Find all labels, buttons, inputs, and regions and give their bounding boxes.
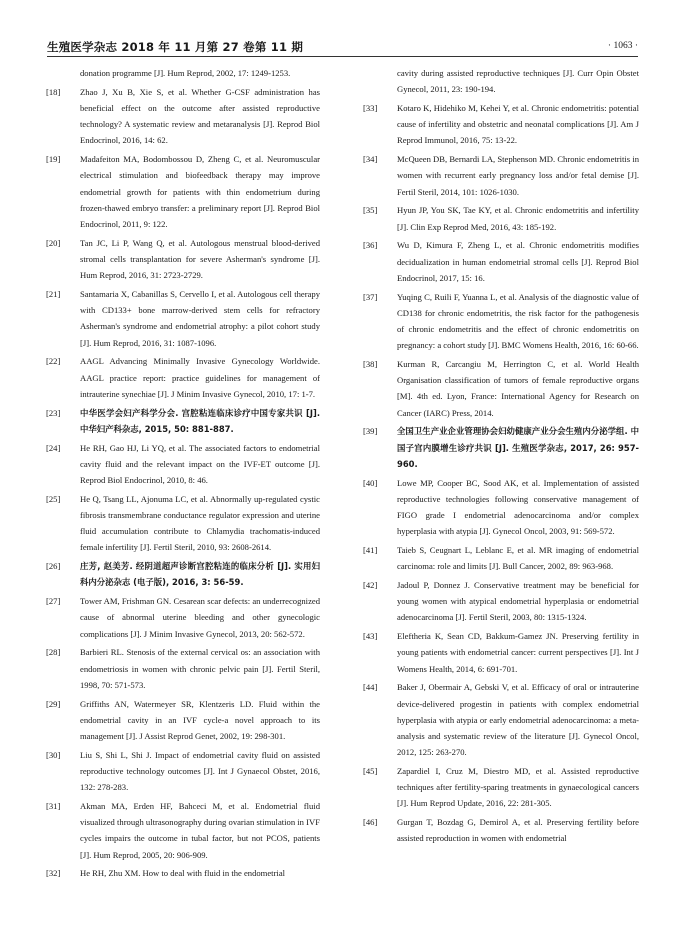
reference-number: [32]: [46, 868, 61, 879]
reference-item: [40, 593, 320, 642]
reference-text: Tower AM, Frishman GN. Cesarean scar defects: an underrecognized cause of abnormal uterine bleeding and other gynecologic complications [J]. J Minim Invasive Gynecol, 2013, 20: 562-572.: [80, 596, 320, 639]
reference-item: [357, 542, 639, 574]
references-right-column: [357, 65, 639, 849]
reference-item: [40, 84, 320, 149]
reference-text: Barbieri RL. Stenosis of the external cervical os: an association with endometriosis in women with chronic pelvic pain [J]. Fertil Steril, 1998, 70: 571-573.: [80, 647, 320, 690]
reference-number: [21]: [46, 289, 61, 300]
reference-item: [357, 577, 639, 626]
reference-item: [357, 289, 639, 354]
reference-item: [40, 865, 320, 881]
reference-item: [40, 353, 320, 402]
reference-text: Wu D, Kimura F, Zheng L, et al. Chronic endometritis modifies decidualization in human endometrial stromal cells [J]. Reprod Biol Endocrinol, 2017, 15: 16.: [397, 240, 639, 283]
reference-item: [40, 798, 320, 863]
reference-text: 全国卫生产业企业管理协会妇幼健康产业分会生殖内分泌学组. 中国子宫内膜增生诊疗共识 [J]. 生殖医学杂志, 2017, 26: 957-960.: [397, 426, 639, 469]
reference-item: [40, 696, 320, 745]
reference-text: Griffiths AN, Watermeyer SR, Klentzeris LD. Fluid within the endometrial cavity in an IVF cycle-a novel approach to its management [J]. J Assist Reprod Genet, 2002, 19: 298-301.: [80, 698, 320, 742]
reference-number: [41]: [363, 545, 378, 556]
reference-number: [37]: [363, 291, 378, 302]
reference-text: He RH, Zhu XM. How to deal with fluid in the endometrial: [80, 868, 286, 879]
reference-number: [33]: [363, 103, 378, 113]
reference-item: [357, 679, 639, 760]
reference-number: [19]: [46, 154, 61, 165]
reference-text: Santamaria X, Cabanillas S, Cervello I, et al. Autologous cell therapy with CD133+ bone marrow-derived stem cells for refractory Asherman's syndrome and endometrial atrophy: a pilot cohort study [J]. Hum Reprod, 2016, 31: 1087-1096.: [80, 289, 320, 348]
reference-item: [357, 763, 639, 812]
reference-text: 中华医学会妇产科学分会. 宫腔粘连临床诊疗中国专家共识 [J]. 中华妇产科杂志, 2015, 50: 881-887.: [80, 407, 320, 434]
reference-text: Kotaro K, Hidehiko M, Kehei Y, et al. Chronic endometritis: potential cause of infertility and obstetric and neonatal complications [J]. Am J Reprod Immunol, 2016, 75: 13-22.: [397, 103, 639, 146]
reference-text: 庄芳, 赵美芳. 经阴道超声诊断宫腔粘连的临床分析 [J]. 实用妇科内分泌杂志 (电子版), 2016, 3: 56-59.: [80, 561, 320, 588]
reference-number: [28]: [46, 647, 61, 658]
reference-item: [40, 405, 320, 437]
reference-item: [40, 151, 320, 232]
reference-number: [30]: [46, 749, 61, 760]
reference-number: [45]: [363, 766, 378, 777]
reference-number: [27]: [46, 596, 61, 607]
reference-number: [20]: [46, 237, 61, 248]
reference-text: He Q, Tsang LL, Ajonuma LC, et al. Abnormally up-regulated cystic fibrosis transmembrane conductance regulator expression and uterine fluid accumulation contribute to Chlamydia trachomatis-induced female infertility [J]. Fertil Steril, 2010, 93: 2608-2614.: [80, 493, 320, 553]
reference-text: AAGL Advancing Minimally Invasive Gynecology Worldwide. AAGL practice report: practice guidelines for management of intrauterine synechiae [J]. J Minim Invasive Gynecol, 2010, 17: 1-7.: [80, 356, 320, 399]
reference-item: [357, 475, 639, 540]
reference-item: [357, 65, 639, 97]
page-number: · 1063 ·: [607, 41, 638, 51]
reference-item: [40, 644, 320, 693]
reference-text: Yuqing C, Ruili F, Yuanna L, et al. Analysis of the diagnostic value of CD138 for chronic endometritis, the risk factor for the pathogenesis of chronic endometritis and the effect of chronic endometritis on pregnancy: a cohort study [J]. BMC Womens Health, 2016, 16: 60-66.: [397, 291, 639, 351]
reference-item: [40, 491, 320, 556]
reference-text: Hyun JP, You SK, Tae KY, et al. Chronic endometritis and infertility [J]. Clin Exp Reprod Med, 2016, 43: 185-192.: [397, 205, 639, 232]
reference-text: Lowe MP, Cooper BC, Sood AK, et al. Implementation of assisted reproductive technologies following conservative management of FIGO grade I endometrial adenocarcinoma and/or complex hyperplasia with atypia [J]. Gynecol Oncol, 2003, 91: 569-572.: [397, 477, 639, 537]
reference-number: [35]: [363, 205, 378, 216]
reference-text: donation programme [J]. Hum Reprod, 2002, 17: 1249-1253.: [80, 68, 291, 78]
reference-item: [357, 202, 639, 234]
reference-item: [40, 65, 320, 81]
reference-number: [40]: [363, 477, 378, 488]
reference-item: [357, 423, 639, 472]
reference-text: cavity during assisted reproductive techniques [J]. Curr Opin Obstet Gynecol, 2011, 23: 190-194.: [397, 68, 639, 95]
reference-number: [24]: [46, 442, 61, 453]
reference-item: [40, 747, 320, 796]
reference-number: [25]: [46, 493, 61, 504]
reference-number: [43]: [363, 631, 378, 642]
reference-number: [26]: [46, 561, 61, 572]
reference-text: Eleftheria K, Sean CD, Bakkum-Gamez JN. Preserving fertility in young patients with endometrial cancer: current perspectives [J]. Int J Womens Health, 2014, 6: 691-701.: [397, 631, 639, 674]
reference-number: [22]: [46, 356, 61, 367]
reference-text: Zapardiel I, Cruz M, Diestro MD, et al. Assisted reproductive techniques after fertility-sparing treatments in gynaecological cancers [J]. Hum Reprod Update, 2016, 22: 281-305.: [397, 766, 639, 809]
reference-item: [40, 235, 320, 284]
references-left-column: [40, 65, 320, 884]
reference-text: Liu S, Shi L, Shi J. Impact of endometrial cavity fluid on assisted reproductive technology outcomes [J]. Int J Gynaecol Obstet, 2016, 132: 278-283.: [80, 749, 320, 793]
reference-number: [44]: [363, 682, 378, 693]
page-header: [47, 34, 638, 57]
reference-item: [40, 440, 320, 489]
reference-number: [39]: [363, 426, 378, 437]
reference-item: [357, 237, 639, 286]
reference-item: [357, 100, 639, 149]
reference-number: [29]: [46, 698, 61, 709]
reference-text: Kurman R, Carcangiu M, Herrington C, et al. World Health Organisation classification of tumors of female reproductive organs [M]. 4th ed. Lyon, France: International Agency for Research on Cancer (IARC) Press, 2014.: [397, 359, 639, 418]
reference-number: [18]: [46, 86, 61, 97]
reference-number: [46]: [363, 817, 378, 828]
reference-number: [38]: [363, 359, 378, 370]
reference-text: Baker J, Obermair A, Gebski V, et al. Efficacy of oral or intrauterine device-delivered progestin in patients with complex endometrial hyperplasia with atypia or early endometrial adenocarcinoma: a meta-analysis and systematic review of the literature [J]. Gynecol Oncol, 2012, 125: 263-270.: [397, 682, 639, 758]
reference-text: Taieb S, Ceugnart L, Leblanc E, et al. MR imaging of endometrial carcinoma: role and limits [J]. Bull Cancer, 2002, 89: 963-968.: [397, 545, 639, 572]
reference-text: Madafeiton MA, Bodombossou D, Zheng C, et al. Neuromuscular electrical stimulation and biofeedback therapy may improve endometrial growth for patients with thin endometrium during frozen-thawed embryo transfer: a preliminary report [J]. Reprod Biol Endocrinol, 2011, 9: 122.: [80, 154, 320, 230]
reference-text: Tan JC, Li P, Wang Q, et al. Autologous menstrual blood-derived stromal cells transplantation for severe Asherman's syndrome [J]. Hum Reprod, 2016, 31: 2723-2729.: [80, 237, 320, 281]
reference-item: [357, 814, 639, 846]
journal-title: 生殖医学杂志 2018 年 11 月第 27 卷第 11 期: [47, 40, 304, 54]
reference-text: Akman MA, Erden HF, Bahceci M, et al. Endometrial fluid visualized through ultrasonography during ovarian stimulation in IVF cycles impairs the outcome in tubal factor, but not PCOS, patients [J]. Hum Reprod, 2005, 20: 906-909.: [80, 801, 320, 860]
reference-number: [34]: [363, 154, 378, 165]
reference-number: [42]: [363, 580, 378, 591]
reference-text: McQueen DB, Bernardi LA, Stephenson MD. Chronic endometritis in women with recurrent early pregnancy loss and/or fetal demise [J]. Fertil Steril, 2014, 101: 1026-1030.: [397, 154, 639, 197]
reference-item: [40, 286, 320, 351]
reference-item: [357, 628, 639, 677]
reference-text: Gurgan T, Bozdag G, Demirol A, et al. Preserving fertility before assisted reproduction in women with endometrial: [397, 817, 639, 844]
reference-number: [31]: [46, 801, 61, 812]
reference-text: Zhao J, Xu B, Xie S, et al. Whether G-CSF administration has beneficial effect on the outcome after assisted reproductive technology? A systematic review and metaranalysis [J]. Reprod Biol Endocrinol, 2016, 14: 62.: [80, 86, 320, 146]
reference-item: [40, 558, 320, 590]
reference-number: [36]: [363, 240, 378, 251]
reference-item: [357, 356, 639, 421]
reference-text: He RH, Gao HJ, Li YQ, et al. The associated factors to endometrial cavity fluid and the relevant impact on the IVF-ET outcome [J]. Reprod Biol Endocrinol, 2010, 8: 46.: [80, 442, 320, 486]
reference-text: Jadoul P, Donnez J. Conservative treatment may be beneficial for young women with atypical endometrial hyperplasia or endometrial adenocarcinoma [J]. Fertil Steril, 2003, 80: 1315-1324.: [397, 580, 639, 623]
reference-item: [357, 151, 639, 200]
reference-number: [23]: [46, 407, 61, 418]
